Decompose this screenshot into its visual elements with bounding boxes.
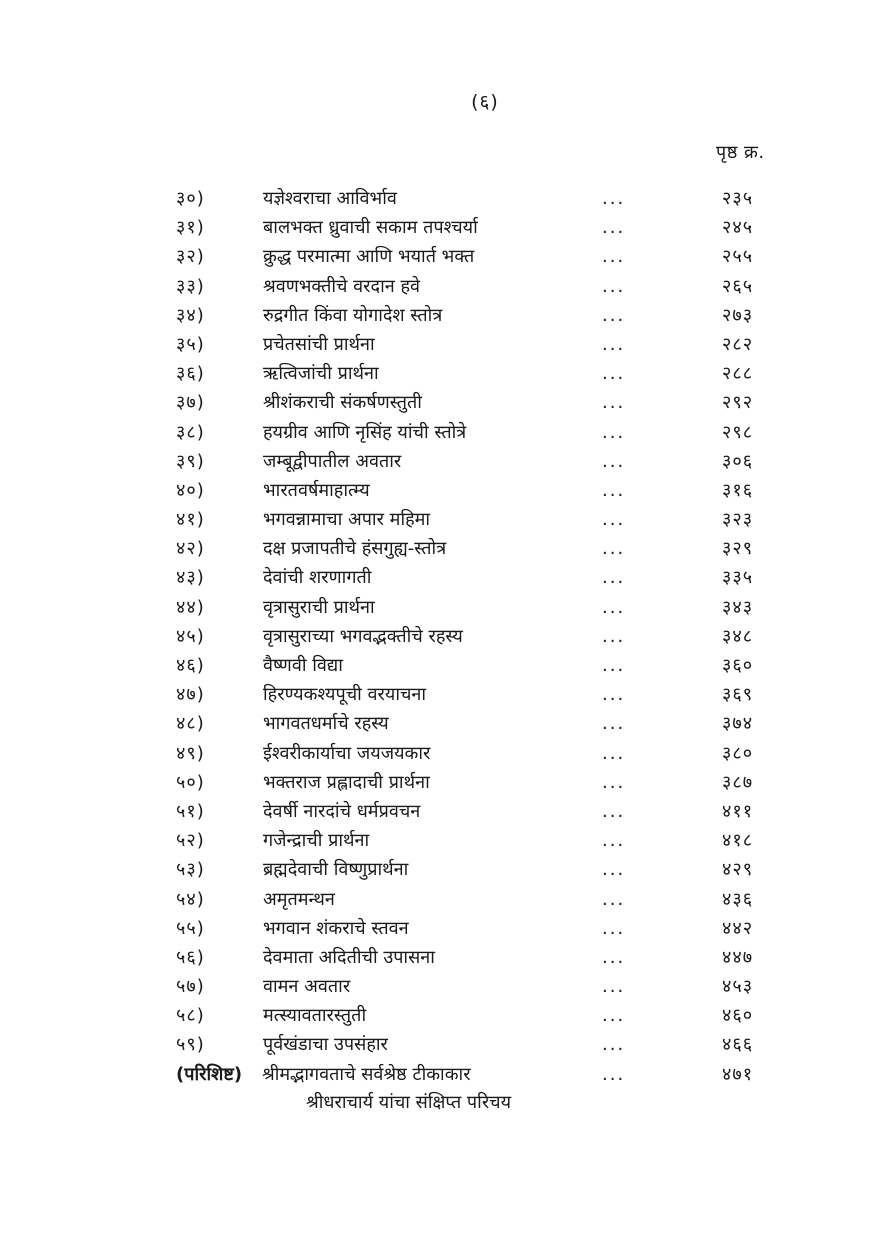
entry-title: भक्तराज प्रह्लादाची प्रार्थना (263, 771, 430, 793)
entry-title: यज्ञेश्वराचा आविर्भाव (263, 188, 397, 209)
leader-dots: ... (602, 655, 626, 676)
entry-number: ५४) (176, 888, 205, 910)
toc-entry (0, 359, 875, 388)
leader-dots: ... (602, 333, 626, 355)
entry-number: ४९) (176, 742, 205, 764)
entry-number: ४५) (176, 625, 205, 647)
toc-entry (0, 388, 875, 417)
entry-title: ऋत्विजांची प्रार्थना (263, 363, 379, 385)
entry-title: भगवन्नामाचा अपार महिमा (263, 509, 431, 531)
leader-dots: ... (602, 246, 626, 268)
entry-page: ३२९ (722, 538, 754, 560)
leader-dots: ... (602, 450, 626, 472)
leader-dots: ... (602, 188, 626, 209)
entry-title: हयग्रीव आणि नृसिंह यांची स्तोत्रे (263, 421, 467, 443)
entry-title: वृत्रासुराच्या भगवद्भक्तीचे रहस्य (263, 625, 463, 647)
entry-number: ४१) (176, 509, 205, 531)
entry-title: श्रीशंकराची संकर्षणस्तुती (263, 392, 422, 414)
entry-page: ३४३ (722, 596, 754, 618)
entry-number: ५१) (176, 800, 205, 822)
leader-dots: ... (602, 392, 626, 414)
leader-dots: ... (602, 800, 626, 822)
entry-number: ५३) (176, 859, 205, 881)
entry-title: जम्बूद्वीपातील अवतार (263, 450, 402, 472)
leader-dots: ... (602, 742, 626, 764)
entry-title: ईश्वरीकार्याचा जयजयकार (263, 742, 431, 764)
leader-dots: ... (602, 509, 626, 531)
entry-number: ३५) (176, 333, 205, 355)
entry-title: रुद्रगीत किंवा योगादेश स्तोत्र (263, 304, 443, 326)
entry-title: भागवतधर्माचे रहस्य (263, 713, 389, 735)
entry-title: वामन अवतार (263, 976, 351, 998)
entry-number: ५०) (176, 771, 205, 793)
entry-number: ३७) (176, 392, 205, 414)
entry-number: ५८) (176, 1005, 205, 1027)
toc-entry (0, 242, 875, 271)
entry-page: २४५ (722, 217, 754, 239)
toc-entry (0, 768, 875, 797)
toc-entry (0, 651, 875, 680)
toc-entry (0, 301, 875, 330)
leader-dots: ... (602, 830, 626, 852)
entry-page: ४११ (722, 800, 754, 822)
entry-title: प्रचेतसांची प्रार्थना (263, 333, 375, 355)
toc-entry (0, 534, 875, 563)
leader-dots: ... (602, 1005, 626, 1027)
toc-entry (0, 855, 875, 884)
leader-dots: ... (602, 946, 626, 968)
entry-number: ५७) (176, 976, 205, 998)
toc-entry (0, 680, 875, 709)
entry-page: ४४२ (722, 917, 754, 939)
leader-dots: ... (602, 917, 626, 939)
toc-entry (0, 943, 875, 972)
entry-page: ३३५ (722, 567, 754, 589)
leader-dots: ... (602, 567, 626, 589)
entry-page: २६५ (722, 275, 754, 297)
page-column-heading: पृष्ठ क्र. (716, 142, 765, 163)
toc-entry (0, 797, 875, 826)
entry-title: बालभक्त ध्रुवाची सकाम तपश्चर्या (263, 217, 478, 239)
table-of-contents (0, 184, 875, 1089)
appendix-title: श्रीमद्भागवताचे सर्वश्रेष्ठ टीकाकार (262, 1063, 471, 1085)
leader-dots: ... (602, 684, 626, 706)
entry-page: २९२ (722, 392, 754, 414)
entry-page: २७३ (722, 304, 754, 326)
leader-dots: ... (602, 304, 626, 326)
entry-page: ४४७ (722, 946, 754, 968)
toc-entry (0, 330, 875, 359)
entry-page: ४३६ (722, 888, 754, 910)
entry-title: क्रुद्ध परमात्मा आणि भयार्त भक्त (263, 246, 475, 268)
appendix-page: ४७१ (722, 1063, 754, 1085)
toc-entry (0, 1001, 875, 1030)
entry-number: ३४) (176, 304, 205, 326)
entry-title: देवमाता अदितीची उपासना (263, 946, 435, 968)
entry-page: २३५ (722, 188, 754, 209)
toc-entry (0, 213, 875, 242)
entry-page: ३६० (722, 655, 754, 676)
entry-page: ३६९ (722, 684, 754, 706)
entry-title: हिरण्यकश्यपूची वरयाचना (263, 684, 427, 706)
leader-dots: ... (602, 217, 626, 239)
leader-dots: ... (602, 363, 626, 385)
entry-title: देवांची शरणागती (263, 567, 372, 589)
toc-entry (0, 447, 875, 476)
entry-number: ४८) (176, 713, 205, 735)
leader-dots: ... (602, 713, 626, 735)
appendix-label: (परिशिष्ट) (176, 1063, 243, 1085)
leader-dots: ... (602, 1034, 626, 1056)
entry-page: ३७४ (722, 713, 754, 735)
entry-number: ५५) (176, 917, 205, 939)
toc-entry (0, 272, 875, 301)
entry-title: गजेन्द्राची प्रार्थना (263, 830, 370, 852)
toc-entry (0, 622, 875, 651)
entry-page: ४६० (722, 1005, 754, 1027)
entry-title: श्रवणभक्तीचे वरदान हवे (263, 275, 421, 297)
entry-page: ३१६ (722, 479, 754, 501)
entry-number: ३९) (176, 450, 205, 472)
toc-entry (0, 739, 875, 768)
entry-page: २८२ (722, 333, 754, 355)
leader-dots: ... (602, 275, 626, 297)
entry-page: ३८० (722, 742, 754, 764)
leader-dots: ... (602, 888, 626, 910)
entry-number: ४६) (176, 655, 205, 676)
toc-entry (0, 885, 875, 914)
entry-number: ४७) (176, 684, 205, 706)
entry-page: ३०६ (722, 450, 754, 472)
entry-page: २८८ (722, 363, 754, 385)
entry-page: ३४८ (722, 625, 754, 647)
toc-appendix-entry (0, 1060, 875, 1089)
leader-dots: ... (602, 859, 626, 881)
toc-entry (0, 593, 875, 622)
page-number: (६) (471, 91, 499, 113)
entry-page: २९८ (722, 421, 754, 443)
toc-entry (0, 1030, 875, 1059)
toc-entry (0, 418, 875, 447)
entry-number: ३२) (176, 246, 205, 268)
entry-page: ४२९ (722, 859, 754, 881)
entry-title: वैष्णवी विद्या (263, 655, 343, 676)
entry-page: ४१८ (722, 830, 754, 852)
entry-number: ३३) (176, 275, 205, 297)
entry-number: ३८) (176, 421, 205, 443)
leader-dots: ... (602, 421, 626, 443)
toc-entry (0, 563, 875, 592)
entry-title: वृत्रासुराची प्रार्थना (263, 596, 375, 618)
entry-number: ५६) (176, 946, 205, 968)
entry-number: ३१) (176, 217, 205, 239)
leader-dots: ... (602, 538, 626, 560)
entry-number: ४४) (176, 596, 205, 618)
leader-dots: ... (602, 976, 626, 998)
entry-title: देवर्षी नारदांचे धर्मप्रवचन (263, 800, 421, 822)
leader-dots: ... (602, 625, 626, 647)
entry-number: ३६) (176, 363, 205, 385)
entry-title: ब्रह्मदेवाची विष्णुप्रार्थना (263, 859, 409, 881)
appendix-title-continued: श्रीधराचार्य यांचा संक्षिप्त परिचय (306, 1092, 512, 1113)
entry-title: पूर्वखंडाचा उपसंहार (263, 1034, 388, 1056)
entry-title: अमृतमन्थन (263, 888, 335, 910)
toc-entry (0, 914, 875, 943)
entry-number: ४२) (176, 538, 205, 560)
entry-page: ३८७ (722, 771, 754, 793)
toc-entry (0, 184, 875, 213)
entry-page: ४५३ (722, 976, 754, 998)
toc-entry (0, 972, 875, 1001)
leader-dots: ... (602, 1063, 626, 1085)
toc-entry (0, 505, 875, 534)
entry-number: ५९) (176, 1034, 205, 1056)
entry-number: ४३) (176, 567, 205, 589)
leader-dots: ... (602, 771, 626, 793)
entry-number: ५२) (176, 830, 205, 852)
entry-page: ३२३ (722, 509, 754, 531)
toc-entry (0, 476, 875, 505)
toc-entry (0, 826, 875, 855)
leader-dots: ... (602, 596, 626, 618)
leader-dots: ... (602, 479, 626, 501)
toc-entry (0, 709, 875, 738)
entry-title: भगवान शंकराचे स्तवन (263, 917, 409, 939)
entry-page: २५५ (722, 246, 754, 268)
entry-title: भारतवर्षमाहात्म्य (263, 479, 370, 501)
entry-page: ४६६ (722, 1034, 754, 1056)
entry-title: दक्ष प्रजापतीचे हंसगुह्य-स्तोत्र (263, 538, 447, 560)
entry-number: ४०) (176, 479, 205, 501)
entry-title: मत्स्यावतारस्तुती (263, 1005, 367, 1027)
entry-number: ३०) (176, 188, 205, 209)
